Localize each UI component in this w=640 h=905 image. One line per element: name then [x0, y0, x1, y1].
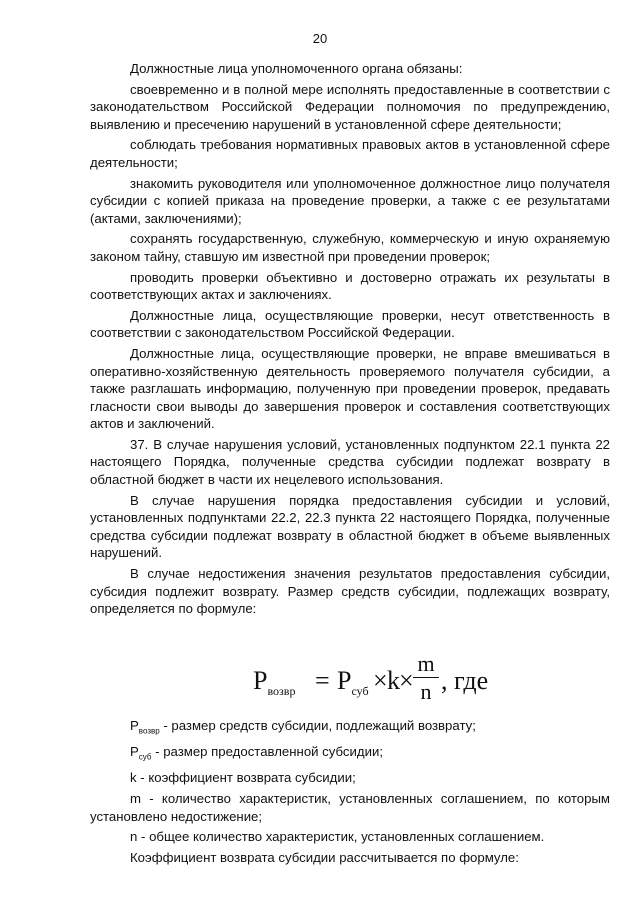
formula-definitions — [90, 717, 610, 869]
paragraph: Должностные лица, осуществляющие проверки, не вправе вмешиваться в оперативно-хозяйственную деятельность проверяемого получателя субсидии, а также разглашать информацию, полученную при проведении проверок, предавать гласности свои выводы до завершения проверок и составления соответствующих актов и заключений. — [90, 345, 610, 432]
paragraph: знакомить руководителя или уполномоченное должностное лицо получателя субсидии с копией приказа на проведение проверки, а также с ее результатами (актами, заключениями); — [90, 175, 610, 226]
closing-paragraph: Коэффициент возврата субсидии рассчитывается по формуле: — [130, 849, 519, 865]
definition-subscript: суб — [138, 752, 152, 762]
formula-lhs-subscript: возвр — [267, 684, 296, 699]
formula-times-1: × — [373, 666, 388, 695]
definition-symbol: k — [130, 770, 137, 786]
formula-tail: , где — [441, 666, 489, 695]
definition-p-vozvr — [90, 717, 610, 740]
page-number: 20 — [312, 31, 328, 46]
formula-lhs — [253, 666, 295, 699]
refund-formula — [253, 651, 573, 712]
formula-lhs-symbol: P — [253, 666, 268, 695]
definition-text: - количество характеристик, установленных соглашением, по которым установлено недостижение; — [90, 791, 610, 824]
definition-p-sub — [90, 743, 610, 766]
paragraph: Должностные лица уполномоченного органа обязаны: — [130, 61, 463, 76]
paragraph: своевременно и в полной мере исполнять предоставленные в соответствии с законодательством Российской Федерации полномочия по предупреждению, выявлению и пресечению нарушений в установленной сфере деятельности; — [90, 81, 610, 132]
formula-fraction — [413, 652, 439, 705]
fraction-bar — [413, 677, 439, 678]
definition-text: - размер средств субсидии, подлежащий возврату; — [159, 718, 476, 733]
paragraph: соблюдать требования нормативных правовых актов в установленной сфере деятельности; — [90, 137, 610, 170]
formula-p2-subscript: суб — [351, 684, 369, 699]
definition-m — [90, 790, 610, 825]
definition-text: - общее количество характеристик, установленных соглашением. — [137, 829, 545, 845]
paragraph: проводить проверки объективно и достоверно отражать их результаты в соответствующих актах и заключениях. — [90, 269, 610, 303]
formula-equals: = — [315, 666, 330, 695]
paragraph: В случае недостижения значения результатов предоставления субсидии, субсидия подлежит возврату. Размер средств субсидии, подлежащих возврату, определяется по формуле: — [90, 566, 610, 617]
paragraph: В случае нарушения порядка предоставления субсидии и условий, установленных подпунктами 22.2, 22.3 пункта 22 настоящего Порядка, полученные средства субсидии подлежат возврату в областной бюджет в объеме выявленных нарушений. — [90, 492, 610, 561]
formula-denominator: n — [420, 679, 432, 704]
formula-p2-symbol: P — [337, 666, 352, 695]
paragraph: сохранять государственную, служебную, коммерческую и иную охраняемую законом тайну, ставшую им известной при проведении проверок; — [90, 231, 610, 264]
paragraph: Должностные лица, осуществляющие проверки, несут ответственность в соответствии с законодательством Российской Федерации. — [90, 307, 610, 341]
formula-numerator: m — [417, 651, 435, 676]
definition-symbol: m — [130, 791, 141, 807]
paragraph: 37. В случае нарушения условий, установленных подпунктом 22.1 пункта 22 настоящего Порядка, полученные средства субсидии подлежат возврату в областной бюджет в части их нецелевого использования. — [90, 436, 610, 488]
definition-symbol: n — [130, 829, 138, 845]
definition-subscript: возвр — [138, 726, 160, 736]
definition-symbol: P — [130, 718, 139, 733]
definition-text: - коэффициент возврата субсидии; — [136, 770, 356, 786]
definition-k — [90, 769, 610, 787]
body-text — [90, 60, 610, 621]
formula-p-sub — [337, 666, 369, 699]
definition-n — [90, 828, 610, 846]
definition-text: - размер предоставленной субсидии; — [151, 744, 383, 760]
definition-symbol: P — [130, 744, 139, 760]
formula-k: k — [387, 666, 400, 695]
formula-times-2: × — [399, 666, 414, 695]
